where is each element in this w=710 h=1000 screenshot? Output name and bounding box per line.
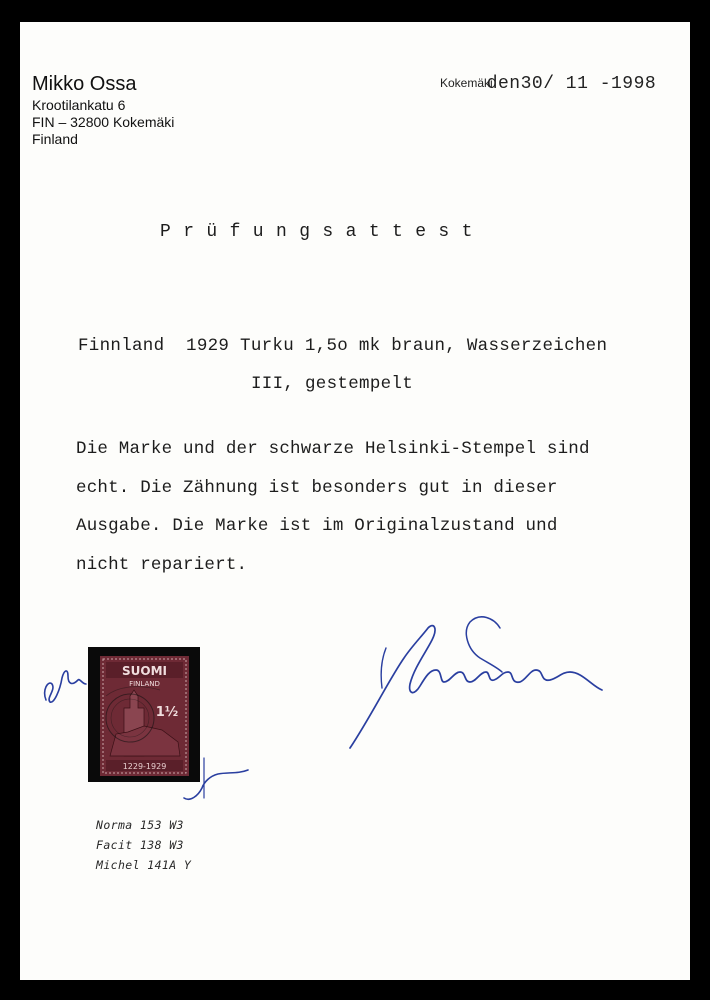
stamp-description	[78, 327, 607, 403]
catalog-michel: Michel 141A Y	[96, 858, 192, 872]
certificate-title: Prüfungsattest	[160, 222, 485, 242]
dateline	[440, 74, 656, 94]
stamp-description-line1: Finnland 1929 Turku 1,5o mk braun, Wasserzeichen	[78, 336, 608, 356]
catalog-references	[96, 815, 191, 875]
stamp-value-text: 1½	[155, 705, 179, 720]
stamp-subtitle-text: FINLAND	[129, 680, 160, 688]
sender-postal: FIN – 32800 Kokemäki	[32, 114, 175, 130]
sender-street: Krootilankatu 6	[32, 97, 126, 113]
catalog-norma: Norma 153 W3	[96, 818, 184, 832]
body-line: nicht repariert.	[76, 554, 248, 575]
sender-address	[32, 71, 174, 148]
signature	[330, 598, 610, 763]
stamp-country-text: SUOMI	[122, 664, 167, 678]
handwritten-mark	[180, 748, 255, 813]
sender-country: Finland	[32, 131, 78, 147]
certificate-body	[76, 430, 590, 584]
date-city: Kokemäki	[440, 76, 493, 90]
signature-graphic	[330, 598, 610, 758]
stamp-description-line2: III, gestempelt	[251, 374, 414, 394]
postage-stamp	[100, 656, 189, 776]
sender-name: Mikko Ossa	[32, 73, 137, 95]
date-text: den30/ 11 -1998	[486, 74, 657, 94]
catalog-facit: Facit 138 W3	[96, 838, 184, 852]
body-line: Ausgabe. Die Marke ist im Originalzustand und	[76, 516, 558, 536]
body-line: echt. Die Zähnung ist besonders gut in dieser	[76, 477, 558, 498]
body-line: Die Marke und der schwarze Helsinki-Stempel sind	[76, 439, 590, 459]
stamp-year-text: 1229-1929	[122, 762, 167, 771]
